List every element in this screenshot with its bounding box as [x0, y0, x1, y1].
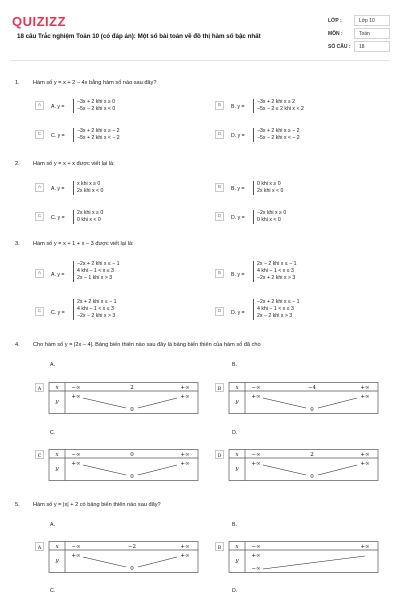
y-left-value: +∞	[251, 394, 261, 400]
meta-subject-row	[328, 27, 390, 40]
option-ylabel: D. y =	[231, 310, 245, 316]
option-letter-box[interactable]: C	[35, 307, 44, 316]
x-left-value: −∞	[251, 385, 261, 391]
variation-table-svg	[35, 382, 199, 414]
meta-class-key: LỚP :	[328, 17, 342, 24]
increase-arrow	[318, 465, 357, 475]
case-line: 0 khi x < 0	[257, 217, 281, 223]
case-line: 4 khi − 1 < x ≤ 3	[77, 268, 114, 274]
case-line: −5x − 2 ≤ 2 khi x < 2	[257, 106, 304, 112]
question-number: 3.	[15, 241, 20, 247]
meta-panel	[328, 14, 390, 53]
x-left-value: −∞	[71, 385, 81, 391]
q4-option-a[interactable]	[35, 382, 199, 414]
y-left-value: +∞	[71, 461, 81, 467]
option-letter-box[interactable]: B	[215, 269, 224, 278]
option-ylabel: C. y =	[51, 310, 65, 316]
q4-table-b-label: B.	[232, 362, 237, 368]
option-letter: B	[217, 545, 222, 551]
x-left-value: −∞	[251, 452, 261, 458]
case-line: −5x − 2 khi x < − 2	[257, 135, 300, 141]
y-label: y	[55, 558, 59, 564]
increase-arrow	[318, 398, 357, 408]
option-ylabel: B. y =	[231, 272, 245, 278]
q4-option-c[interactable]	[35, 449, 199, 481]
option-letter-box[interactable]: D	[215, 307, 224, 316]
y-mid-value: 0	[130, 407, 134, 413]
decrease-arrow	[263, 398, 306, 408]
question-text: Hàm số y = x + 2 – 4x bằng hàm số nào sau đây?	[33, 80, 157, 86]
x-mid-value: −4	[307, 385, 317, 391]
piecewise-cases	[253, 99, 304, 113]
y-right-value: +∞	[360, 394, 370, 400]
decrease-arrow	[83, 465, 126, 475]
x-mid-value: 2	[130, 385, 134, 391]
case-line: 2x − 1 khi x > 3	[77, 275, 113, 281]
increase-arrow	[138, 465, 177, 475]
q5-table-a-label: A.	[50, 522, 55, 528]
case-line: 2x khi x ≥ 0	[77, 210, 104, 216]
option-letter: B	[217, 386, 222, 392]
x-right-value: +∞	[180, 452, 190, 458]
x-label: x	[235, 544, 239, 550]
y-label: y	[55, 399, 59, 405]
option-ylabel: B. y =	[231, 104, 245, 110]
option-letter-box[interactable]: C	[35, 212, 44, 221]
case-line: −2x + 2 khi x > 3	[257, 275, 296, 281]
increase-arrow	[263, 556, 365, 569]
q4-option-d[interactable]	[215, 449, 379, 481]
option-ylabel: B. y =	[231, 186, 245, 192]
case-line: −5x − 2 khi x < 0	[77, 106, 116, 112]
y-label: y	[235, 466, 239, 472]
case-line: 2x + 2 khi x ≤ − 1	[77, 299, 117, 305]
question-text: Cho hàm số y = |2x – 4|. Bảng biến thiên nào sau đây là bảng biến thiên của hàm số đã cho	[33, 342, 261, 348]
y-left-value: +∞	[71, 553, 81, 559]
q5-table-d-label: D.	[232, 588, 238, 594]
x-right-value: +∞	[180, 544, 190, 550]
case-line: −3x + 2 khi x ≥ − 2	[257, 128, 300, 134]
q5-table-b-label: B.	[232, 522, 237, 528]
y-label: y	[55, 466, 59, 472]
piecewise-cases	[253, 299, 300, 320]
q5-option-b[interactable]	[215, 541, 379, 573]
option-letter: A	[37, 386, 42, 392]
y-label: y	[235, 399, 239, 405]
option-ylabel: A. y =	[51, 272, 65, 278]
piecewise-cases	[73, 99, 115, 113]
piecewise-cases	[253, 181, 283, 195]
y-mid-value: 0	[130, 474, 134, 480]
x-left-value: −∞	[71, 452, 81, 458]
option-letter-box[interactable]: A	[35, 101, 44, 110]
option-ylabel: A. y =	[51, 186, 65, 192]
case-line: −2x + 2 khi x ≤ − 1	[257, 299, 300, 305]
piecewise-cases	[253, 261, 296, 282]
q4-table-a-label: A.	[50, 362, 55, 368]
y-right-value: +∞	[360, 461, 370, 467]
case-line: −3x + 2 khi x ≥ 0	[77, 99, 116, 105]
case-line: 2x − 2 khi x ≤ − 1	[257, 261, 297, 267]
variation-table-svg	[215, 382, 379, 414]
piecewise-cases	[253, 210, 286, 224]
variation-table-svg	[215, 541, 379, 573]
y-left-value: +∞	[71, 394, 81, 400]
piecewise-cases	[73, 181, 103, 195]
q5-table-c-label: C.	[50, 588, 56, 594]
option-letter: C	[37, 453, 42, 459]
y-label: y	[235, 558, 239, 564]
option-letter: A	[37, 545, 42, 551]
header-divider	[10, 60, 390, 61]
x-right-value: +∞	[360, 544, 370, 550]
x-right-value: +∞	[180, 385, 190, 391]
option-letter-box[interactable]: B	[215, 183, 224, 192]
case-line: 2x khi x < 0	[257, 188, 284, 194]
q4-option-b[interactable]	[215, 382, 379, 414]
piecewise-cases	[73, 299, 116, 320]
question-number: 4.	[15, 342, 20, 348]
case-line: 4 khi − 1 < x ≤ 3	[257, 268, 294, 274]
option-ylabel: C. y =	[51, 215, 65, 221]
meta-count-value: 18	[354, 41, 390, 52]
case-line: x khi x ≥ 0	[77, 181, 101, 187]
option-letter-box[interactable]: B	[215, 101, 224, 110]
meta-subject-value: Toán	[354, 28, 390, 39]
option-ylabel: D. y =	[231, 215, 245, 221]
case-line: −3x + 2 khi x ≥ − 2	[77, 128, 120, 134]
option-letter-box[interactable]: C	[35, 130, 44, 139]
case-line: 4 khi − 1 < x ≤ 3	[77, 306, 114, 312]
option-ylabel: D. y =	[231, 133, 245, 139]
x-label: x	[235, 452, 239, 458]
y-mid-value: 0	[130, 566, 134, 572]
meta-count-row	[328, 40, 390, 53]
case-line: −2x − 2 khi x > 3	[77, 313, 116, 319]
question-number: 5.	[15, 502, 20, 508]
question-number: 2.	[15, 161, 20, 167]
y-right-value: −∞	[251, 566, 261, 572]
question-text: Hàm số y = |x| + 2 có bảng biến thiên nào sau đây?	[33, 502, 161, 508]
x-left-value: −∞	[251, 544, 261, 550]
question-number: 1.	[15, 80, 20, 86]
variation-table-svg	[35, 449, 199, 481]
y-left-value: +∞	[251, 553, 261, 559]
x-label: x	[55, 544, 59, 550]
x-mid-value: −2	[127, 544, 137, 550]
decrease-arrow	[83, 398, 126, 408]
increase-arrow	[138, 557, 177, 567]
case-line: −5x + 2 khi x < − 2	[77, 135, 120, 141]
y-mid-value: 0	[310, 407, 314, 413]
x-right-value: +∞	[360, 385, 370, 391]
option-letter: D	[217, 453, 222, 459]
variation-table-svg	[215, 449, 379, 481]
piecewise-cases	[73, 261, 120, 282]
x-label: x	[55, 452, 59, 458]
y-right-value: +∞	[180, 553, 190, 559]
x-right-value: +∞	[360, 452, 370, 458]
option-letter-box[interactable]: A	[35, 269, 44, 278]
meta-class-value: Lớp 10	[354, 15, 390, 26]
x-mid-value: 0	[130, 452, 134, 458]
option-letter-box[interactable]: D	[215, 212, 224, 221]
option-letter-box[interactable]: D	[215, 130, 224, 139]
question-text: Hàm số y = x + 1 + x – 3 được viết lại là:	[33, 241, 134, 247]
option-ylabel: C. y =	[51, 133, 65, 139]
piecewise-cases	[253, 128, 300, 142]
y-right-value: +∞	[180, 461, 190, 467]
decrease-arrow	[263, 465, 306, 475]
option-ylabel: A. y =	[51, 104, 65, 110]
document-title: 18 câu Trắc nghiệm Toán 10 (có đáp án): Một số bài toán về đồ thị hàm số bậc nhất	[17, 33, 261, 40]
x-mid-value: 2	[310, 452, 314, 458]
x-label: x	[55, 385, 59, 391]
x-label: x	[235, 385, 239, 391]
increase-arrow	[138, 398, 177, 408]
x-left-value: −∞	[71, 544, 81, 550]
case-line: −3x + 2 khi x ≥ 2	[257, 99, 296, 105]
q4-table-d-label: D.	[232, 430, 238, 436]
decrease-arrow	[83, 557, 126, 567]
q4-table-c-label: C.	[50, 430, 56, 436]
piecewise-cases	[73, 210, 103, 224]
case-line: 2x − 2 khi x > 3	[257, 313, 293, 319]
y-mid-value: 0	[310, 474, 314, 480]
quizizz-logo: QUIZIZZ	[12, 14, 67, 29]
meta-class-row	[328, 14, 390, 27]
piecewise-cases	[73, 128, 120, 142]
case-line: −2x + 2 khi x ≤ − 1	[77, 261, 120, 267]
meta-subject-key: MÔN :	[328, 30, 343, 37]
case-line: −2x khi x ≥ 0	[257, 210, 287, 216]
meta-count-key: SỐ CÂU :	[328, 43, 351, 50]
y-right-value: +∞	[180, 394, 190, 400]
y-left-value: +∞	[251, 461, 261, 467]
case-line: 2x khi x < 0	[77, 188, 104, 194]
case-line: 0 khi x < 0	[77, 217, 101, 223]
option-letter-box[interactable]: A	[35, 183, 44, 192]
variation-table-svg	[35, 541, 199, 573]
case-line: 0 khi x ≥ 0	[257, 181, 281, 187]
question-text: Hàm số y = x + x được viết lại là:	[33, 161, 115, 167]
case-line: 4 khi − 1 < x ≤ 3	[257, 306, 294, 312]
q5-option-a[interactable]	[35, 541, 199, 573]
